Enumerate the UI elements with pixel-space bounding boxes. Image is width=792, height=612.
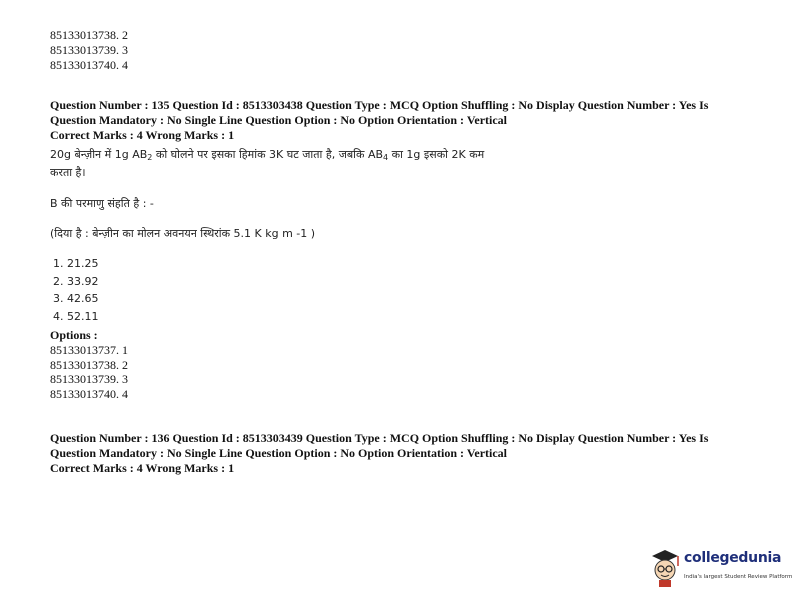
- mascot-icon: [648, 548, 682, 588]
- option-id: 85133013740. 4: [50, 387, 128, 402]
- question-statement-line1: 20g बेन्ज़ीन में 1g $AB_2$ को घोलने पर इसका हिमांक 3K घट जाता है, जबकि $AB_4$ का 1g इसको 2K कम: [50, 148, 485, 162]
- option-id: 85133013739. 3: [50, 372, 128, 387]
- question-given: (दिया है : बेन्ज़ीन का मोलन अवनयन स्थिरांक 5.1 K kg m -1 ): [50, 227, 316, 240]
- answer-choices: [50, 255, 98, 325]
- question-136-header: [50, 431, 708, 475]
- question-statement-line2: करता है।: [50, 166, 86, 179]
- option-id: 85133013738. 2: [50, 28, 128, 42]
- question-marks: Correct Marks : 4 Wrong Marks : 1: [50, 127, 235, 142]
- question-meta-line2: Question Mandatory : No Single Line Question Option : No Option Orientation : Vertical: [50, 112, 508, 127]
- question-marks: Correct Marks : 4 Wrong Marks : 1: [50, 460, 235, 475]
- option-id: 85133013737. 1: [50, 342, 128, 357]
- option-id: 85133013740. 4: [50, 57, 128, 72]
- question-135-text: [50, 146, 570, 182]
- answer-choice: 3. 42.65: [53, 292, 99, 305]
- question-prompt: B की परमाणु संहति है : -: [50, 197, 154, 210]
- question-meta-line1: Question Number : 136 Question Id : 8513303439 Question Type : MCQ Option Shuffling : No Display Question Number : Yes Is: [50, 431, 709, 445]
- collegedunia-logo: [648, 546, 792, 594]
- option-id: 85133013738. 2: [50, 357, 128, 372]
- options-label: Options :: [50, 328, 98, 342]
- options-section: [50, 328, 128, 402]
- question-meta-line1: Question Number : 135 Question Id : 8513303438 Question Type : MCQ Option Shuffling : No Display Question Number : Yes Is: [50, 98, 709, 112]
- question-meta-line2: Question Mandatory : No Single Line Question Option : No Option Orientation : Vertical: [50, 445, 508, 460]
- option-id: 85133013739. 3: [50, 42, 128, 57]
- previous-options: [50, 28, 128, 72]
- question-135-header: [50, 98, 708, 142]
- answer-choice: 1. 21.25: [53, 257, 99, 270]
- logo-name: collegedunia: [684, 550, 782, 566]
- answer-choice: 2. 33.92: [53, 274, 99, 288]
- logo-tagline: India's largest Student Review Platform: [684, 574, 792, 580]
- answer-choice: 4. 52.11: [53, 309, 99, 323]
